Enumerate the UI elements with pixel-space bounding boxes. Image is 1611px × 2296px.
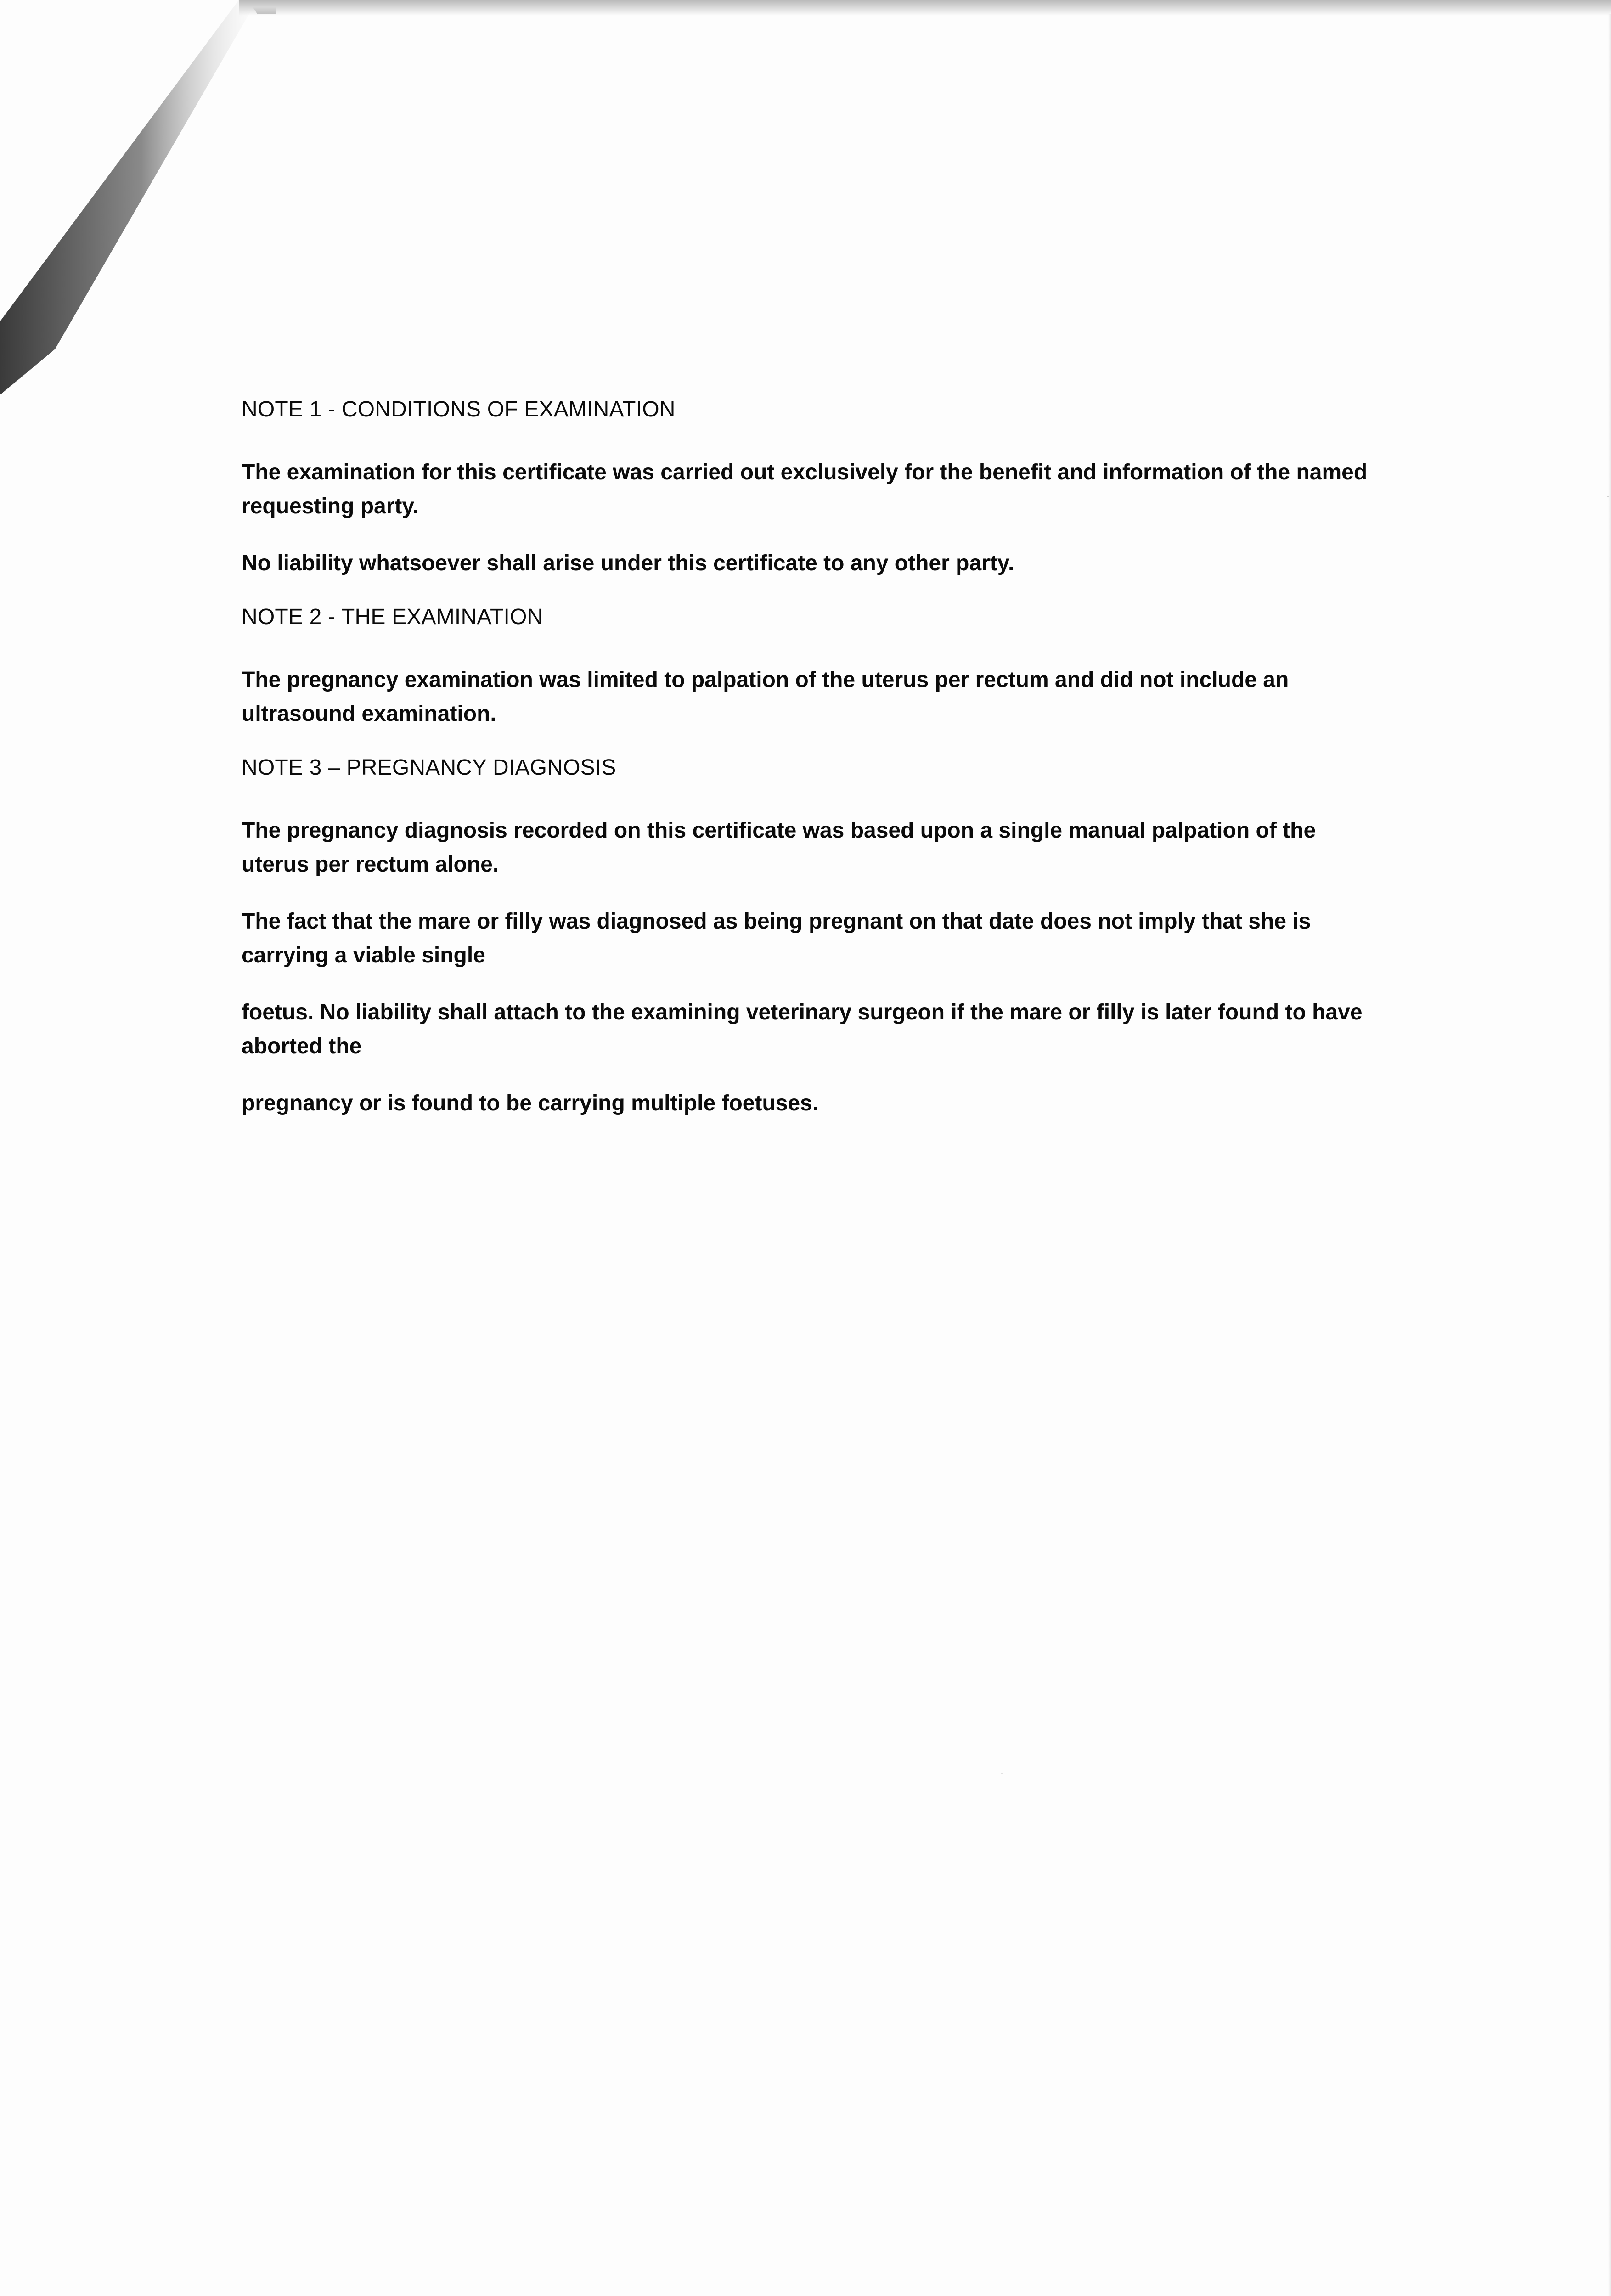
note-1-paragraph-1: The examination for this certificate was carried out exclusively for the benefit and information of the named requesting party. [242, 460, 1368, 518]
note-1-heading: NOTE 1 - CONDITIONS OF EXAMINATION [242, 397, 676, 422]
note-3-paragraph-1: The pregnancy diagnosis recorded on this certificate was based upon a single manual palpation of the uterus per rectum alone. [242, 818, 1316, 877]
note-2-heading: NOTE 2 - THE EXAMINATION [242, 605, 543, 629]
note-3-paragraph-2: The fact that the mare or filly was diagnosed as being pregnant on that date does not imply that she is carrying a viable single [242, 909, 1311, 968]
scan-speck [1607, 496, 1609, 497]
note-3-paragraph-4: pregnancy or is found to be carrying multiple foetuses. [242, 1091, 819, 1115]
note-1-paragraph-2: No liability whatsoever shall arise under this certificate to any other party. [242, 551, 1014, 575]
note-3-paragraph-3: foetus. No liability shall attach to the examining veterinary surgeon if the mare or filly is later found to have aborted the [242, 1000, 1363, 1058]
note-3-heading: NOTE 3 – PREGNANCY DIAGNOSIS [242, 755, 616, 780]
scan-speck [1001, 1773, 1003, 1774]
page-top-edge-shadow [239, 0, 1611, 16]
folded-corner-shadow [0, 0, 276, 413]
conditions-notes [242, 396, 1371, 1143]
page-right-edge-shadow [1608, 14, 1611, 2296]
note-2-paragraph-1: The pregnancy examination was limited to palpation of the uterus per rectum and did not include an ultrasound examination. [242, 668, 1289, 726]
